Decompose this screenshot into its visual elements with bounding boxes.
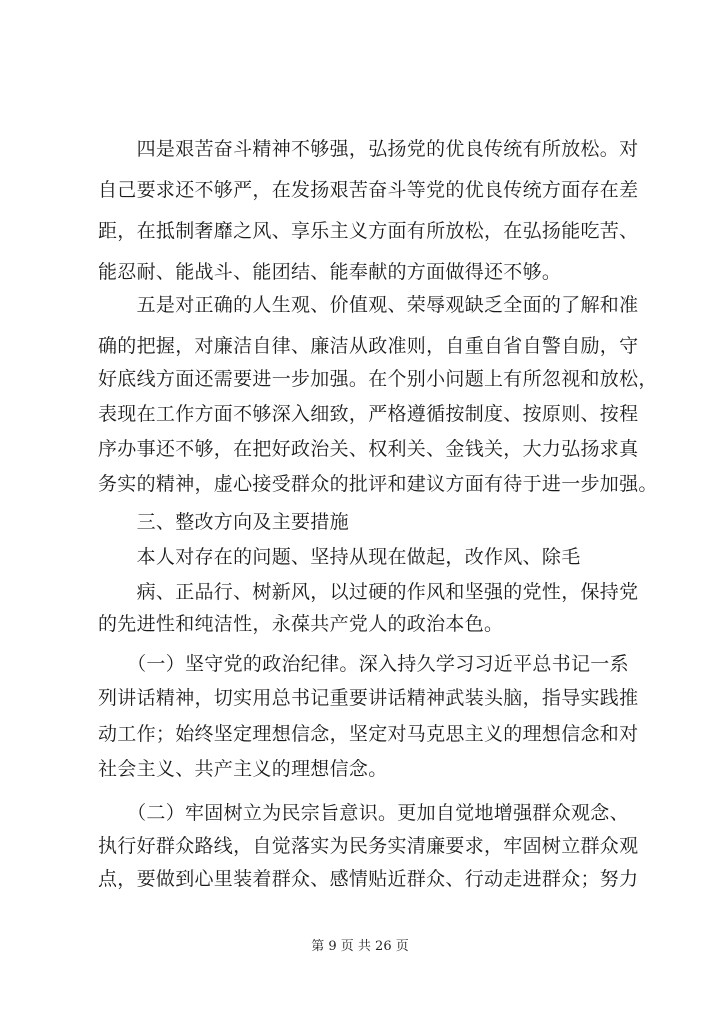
text-line: 动工作；始终坚定理想信念，坚定对马克思主义的理想信念和对 [98,723,639,745]
text-line: 的先进性和纯洁性，永葆共产党人的政治本色。 [98,613,504,635]
text-line: 好底线方面还需要进一步加强。在个别小问题上有所忽视和放松， [98,368,658,390]
text-line: 序办事还不够，在把好政治关、权利关、金钱关，大力弘扬求真 [98,438,639,460]
text-line: 能忍耐、能战斗、能团结、能奉献的方面做得还不够。 [98,261,562,283]
text-line: （二）牢固树立为民宗旨意识。更加自觉地增强群众观念、 [98,802,629,824]
section-heading: 三、整改方向及主要措施 [98,511,349,533]
page-footer: 第 9 页 共 26 页 [311,939,409,954]
text-line: 距，在抵制奢靡之风、享乐主义方面有所放松，在弘扬能吃苦、 [98,220,639,242]
text-line: 执行好群众路线，自觉落实为民务实清廉要求，牢固树立群众观 [98,835,639,857]
text-line: 自己要求还不够严，在发扬艰苦奋斗等党的优良传统方面存在差 [98,179,639,201]
text-line: 务实的精神，虚心接受群众的批评和建议方面有待于进一步加强。 [98,473,658,495]
text-line: 点，要做到心里装着群众、感情贴近群众、行动走进群众；努力 [98,868,639,890]
text-line: 五是对正确的人生观、价值观、荣辱观缺乏全面的了解和准 [98,294,639,316]
text-line: 病、正品行、树新风，以过硬的作风和坚强的党性，保持党 [98,581,639,603]
text-line: 本人对存在的问题、坚持从现在做起，改作风、除毛 [98,546,581,568]
text-line: 表现在工作方面不够深入细致，严格遵循按制度、按原则、按程 [98,403,639,425]
text-line: （一）坚守党的政治纪律。深入持久学习习近平总书记一系 [98,653,629,675]
text-line: 列讲话精神，切实用总书记重要讲话精神武装头脑，指导实践推 [98,687,639,709]
text-line: 四是艰苦奋斗精神不够强，弘扬党的优良传统有所放松。对 [98,138,639,160]
text-line: 社会主义、共产主义的理想信念。 [98,758,388,780]
text-line: 确的把握，对廉洁自律、廉洁从政准则，自重自省自警自励，守 [98,335,639,357]
